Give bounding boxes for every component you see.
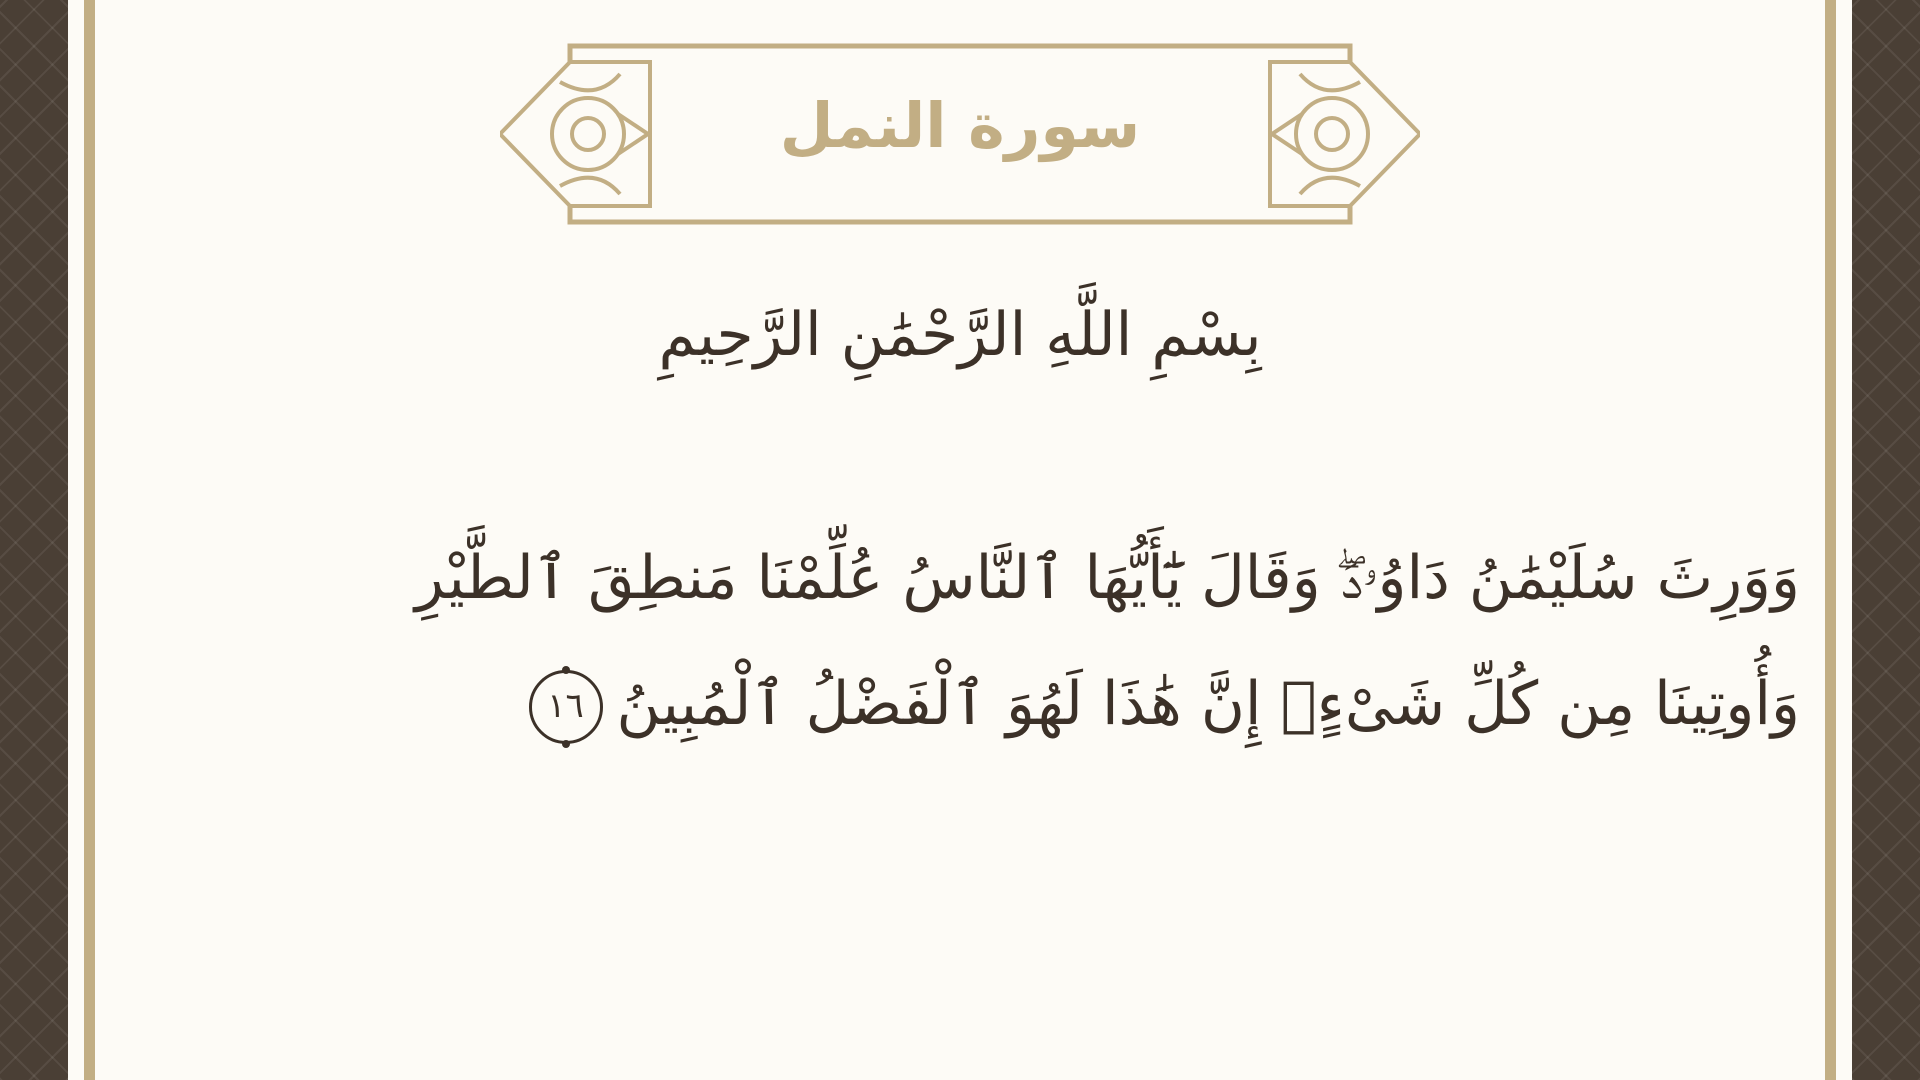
verse-text [380, 515, 1800, 767]
sura-title: سورة النمل [779, 89, 1141, 162]
verse-line-2 [380, 641, 1800, 767]
verse-line-2-text: وَأُوتِينَا مِن كُلِّ شَىْءٍۖ إِنَّ هَٰذَا لَهُوَ ٱلْفَضْلُ ٱلْمُبِينُ [616, 669, 1800, 739]
basmala: بِسْمِ اللَّهِ الرَّحْمَٰنِ الرَّحِيمِ [658, 300, 1262, 370]
verse-line-1: وَوَرِثَ سُلَيْمَٰنُ دَاوُۥدَۖ وَقَالَ يَٰٓأَيُّهَا ٱلنَّاسُ عُلِّمْنَا مَنطِقَ ٱلطَّيْرِ [415, 543, 1800, 613]
ayah-number-marker: ١٦ [529, 670, 603, 744]
